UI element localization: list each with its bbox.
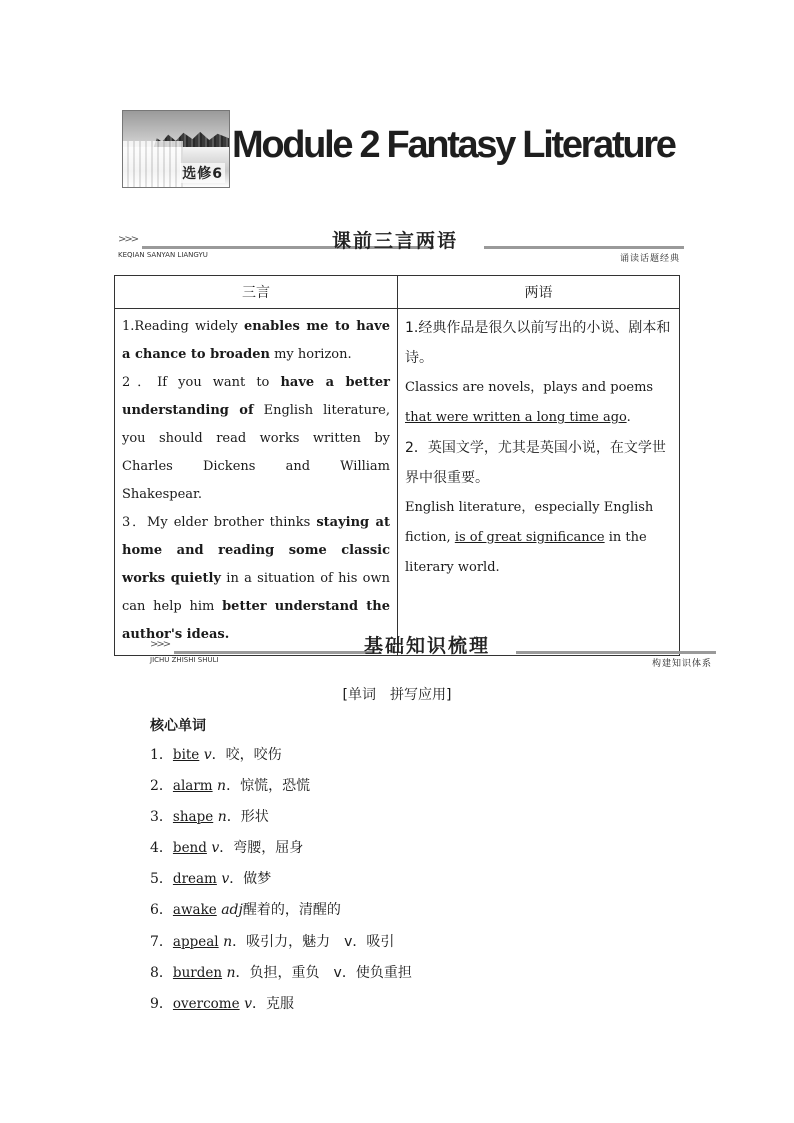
list-item: 6．awake adj醒着的，清醒的	[150, 902, 341, 919]
translation-1-cn: 1.经典作品是很久以前写出的小说、剧本和诗。	[405, 320, 671, 366]
list-item: 7．appeal n．吸引力，魅力 v．吸引	[150, 933, 395, 950]
table-cell-liangyu	[398, 309, 680, 656]
section-subtitle: 构建知识体系	[651, 659, 712, 669]
list-item: 1．bite v．咬，咬伤	[150, 747, 282, 763]
list-item: 4．bend v．弯腰，屈身	[150, 840, 304, 857]
list-item: 2．alarm n．惊慌，恐慌	[150, 778, 311, 795]
table-header-sanyan: 三言	[115, 276, 398, 309]
sentence-1: 1.Reading widely enables me to have a chance to broaden my horizon.	[122, 319, 390, 362]
section-subtitle: 诵读话题经典	[619, 254, 680, 264]
module-badge: 选修6	[180, 163, 225, 183]
translation-1-en: Classics are novels，plays and poems that were written a long time ago.	[405, 380, 654, 425]
phrases-table	[114, 275, 680, 656]
table-cell-sanyan	[115, 309, 398, 656]
table-header-liangyu: 两语	[398, 276, 680, 309]
list-item: 9．overcome v．克服	[150, 995, 294, 1012]
translation-2-en: English literature，especially English fiction, is of great significance in the literary world.	[405, 500, 654, 575]
translation-2-cn: 2．英国文学，尤其是英国小说，在文学世界中很重要。	[405, 440, 666, 486]
module-header	[122, 108, 692, 192]
section-pinyin: JICHU ZHISHI SHULI	[150, 656, 219, 664]
arrows-icon: >>>	[118, 234, 138, 245]
sentence-2: 2．If you want to have a better understanding of English literature, you should read works written by Charles Dickens and William Shakespear.	[122, 375, 390, 502]
section-pinyin: KEQIAN SANYAN LIANGYU	[118, 251, 208, 259]
list-item: 3．shape n．形状	[150, 809, 269, 826]
section-bar-basics	[150, 631, 716, 667]
section-title: 基础知识梳理	[364, 635, 491, 657]
subsection-label: [单词 拼写应用]	[342, 687, 452, 703]
module-thumbnail-image	[122, 110, 230, 188]
vocab-list	[150, 744, 412, 1024]
list-item: 8．burden n．负担，重负 v．使负重担	[150, 964, 412, 981]
section-title: 课前三言两语	[332, 230, 459, 252]
arrows-icon: >>>	[150, 639, 170, 650]
list-item: 5．dream v．做梦	[150, 871, 272, 888]
page-title: Module 2 Fantasy Literature	[232, 124, 675, 166]
vocab-heading: 核心单词	[150, 718, 206, 734]
section-bar-preclass	[118, 226, 684, 262]
sentence-3: 3．My elder brother thinks staying at home and reading some classic works quietly in a situation of his own can help him better understand the author's ideas.	[122, 515, 391, 642]
